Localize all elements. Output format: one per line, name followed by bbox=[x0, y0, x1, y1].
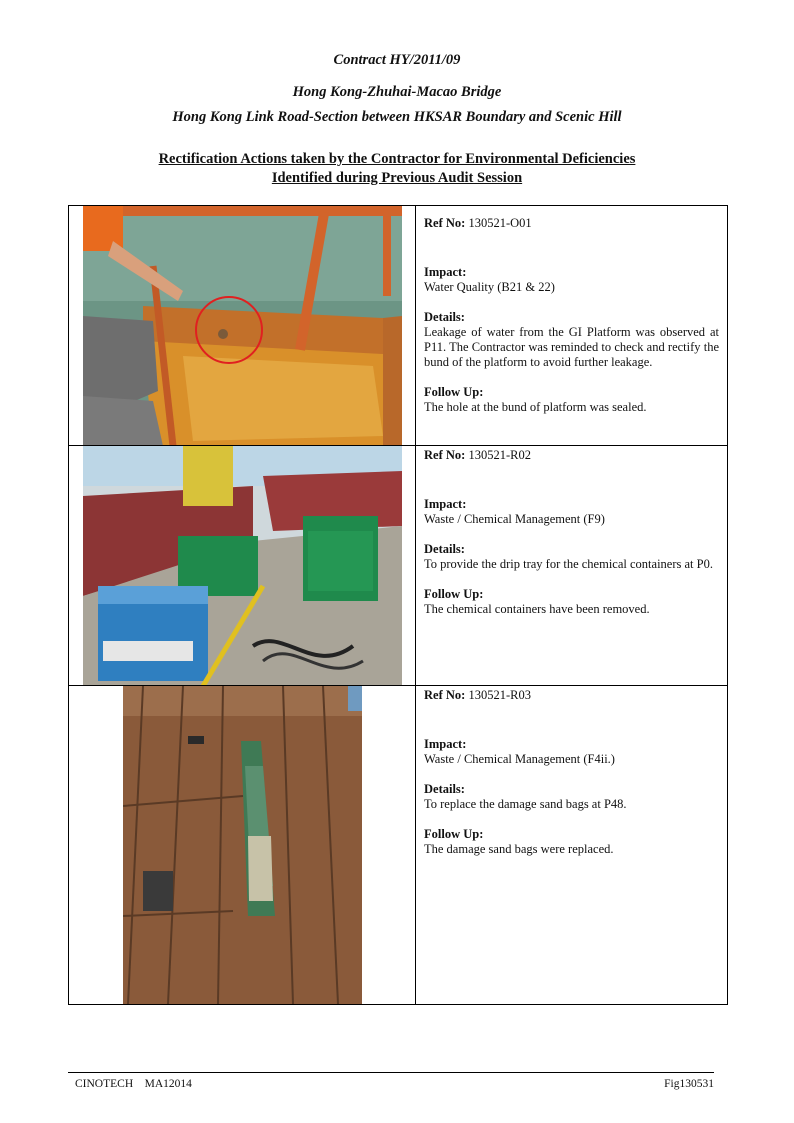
details-cell bbox=[417, 686, 725, 1004]
details-cell bbox=[417, 446, 725, 685]
ref-label: Ref No: bbox=[424, 448, 466, 462]
ref-number: 130521-O01 bbox=[468, 216, 532, 230]
table-row bbox=[69, 446, 727, 686]
details-value: To provide the drip tray for the chemical containers at P0. bbox=[424, 557, 713, 571]
details-cell bbox=[417, 206, 725, 445]
impact-value: Waste / Chemical Management (F9) bbox=[424, 512, 605, 526]
project-section: Hong Kong Link Road-Section between HKSAR Boundary and Scenic Hill bbox=[172, 109, 622, 125]
document-title-line-1: Rectification Actions taken by the Contractor for Environmental Deficiencies bbox=[158, 151, 636, 167]
photo-sand-bags bbox=[123, 686, 362, 1004]
impact-label: Impact: bbox=[424, 497, 467, 511]
ref-label: Ref No: bbox=[424, 216, 466, 230]
table-row bbox=[69, 206, 727, 446]
followup-label: Follow Up: bbox=[424, 385, 484, 399]
footer-company-ref: CINOTECH MA12014 bbox=[75, 1078, 192, 1090]
impact-value: Water Quality (B21 & 22) bbox=[424, 280, 555, 294]
details-label: Details: bbox=[424, 310, 465, 324]
photo-chemical-containers bbox=[83, 446, 402, 685]
impact-label: Impact: bbox=[424, 265, 467, 279]
photo-gi-platform-leakage bbox=[83, 206, 402, 445]
ref-label: Ref No: bbox=[424, 688, 466, 702]
followup-value: The damage sand bags were replaced. bbox=[424, 842, 614, 856]
contract-number: Contract HY/2011/09 bbox=[333, 52, 461, 68]
details-value: To replace the damage sand bags at P48. bbox=[424, 797, 627, 811]
followup-value: The hole at the bund of platform was sealed. bbox=[424, 400, 647, 414]
ref-number: 130521-R03 bbox=[468, 688, 531, 702]
photo-cell bbox=[69, 446, 416, 685]
document-title-line-2: Identified during Previous Audit Session bbox=[271, 170, 523, 186]
footer-divider bbox=[68, 1072, 714, 1073]
project-name: Hong Kong-Zhuhai-Macao Bridge bbox=[292, 84, 502, 100]
followup-label: Follow Up: bbox=[424, 587, 484, 601]
followup-value: The chemical containers have been removed. bbox=[424, 602, 650, 616]
ref-number: 130521-R02 bbox=[468, 448, 531, 462]
photo-cell bbox=[69, 686, 416, 1004]
impact-value: Waste / Chemical Management (F4ii.) bbox=[424, 752, 615, 766]
details-label: Details: bbox=[424, 542, 465, 556]
impact-label: Impact: bbox=[424, 737, 467, 751]
footer-figure-number: Fig130531 bbox=[664, 1078, 714, 1090]
details-label: Details: bbox=[424, 782, 465, 796]
details-value: Leakage of water from the GI Platform was observed at P11. The Contractor was reminded to check and rectify the bund of the platform to avoid further leakage. bbox=[424, 325, 719, 369]
photo-cell bbox=[69, 206, 416, 445]
followup-label: Follow Up: bbox=[424, 827, 484, 841]
table-row bbox=[69, 686, 727, 1004]
rectification-table bbox=[68, 205, 728, 1005]
